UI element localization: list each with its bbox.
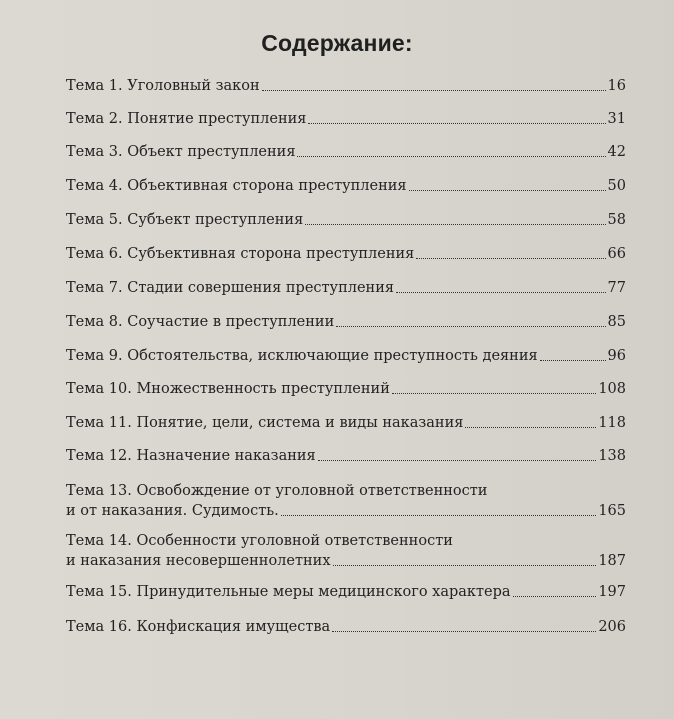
toc-entry <box>66 379 626 399</box>
toc-entry <box>66 176 626 196</box>
toc-entry-page: 187 <box>598 553 626 569</box>
toc-entry-page: 118 <box>598 415 626 431</box>
toc-entry-title-line2: и от наказания. Судимость. <box>66 503 279 519</box>
toc-entry <box>66 481 626 521</box>
toc-entry-title: Тема 16. Конфискация имущества <box>66 619 331 635</box>
toc-entry-page: 165 <box>598 503 626 519</box>
toc-entry <box>66 142 626 162</box>
toc-entry-page: 31 <box>607 111 626 127</box>
toc-entry-title-line1: Тема 14. Особенности уголовной ответственности <box>66 533 453 549</box>
toc-entry <box>66 312 626 332</box>
toc-entry <box>66 617 626 637</box>
toc-entry-page: 206 <box>598 619 626 635</box>
toc-heading: Содержание: <box>261 30 413 56</box>
toc-entry <box>66 413 626 433</box>
toc-leader-dots <box>308 123 605 124</box>
toc-entry-title-line1: Тема 13. Освобождение от уголовной ответственности <box>66 483 488 499</box>
toc-entry <box>66 531 626 571</box>
toc-entry-title: Тема 15. Принудительные меры медицинского характера <box>66 584 511 600</box>
toc-entry-title: Тема 1. Уголовный закон <box>66 78 260 94</box>
toc-entry <box>66 210 626 230</box>
toc-leader-dots <box>336 326 605 327</box>
toc-entry <box>66 76 626 96</box>
toc-entry-page: 77 <box>607 280 626 296</box>
toc-entry-page: 58 <box>607 212 626 228</box>
toc-entry-page: 108 <box>598 381 626 397</box>
toc-entry-page: 42 <box>607 144 626 160</box>
toc-leader-dots <box>281 515 597 516</box>
toc-entry <box>66 244 626 264</box>
toc-entry-page: 85 <box>607 314 626 330</box>
toc-entry-page: 138 <box>598 448 626 464</box>
toc-entry-page: 50 <box>607 178 626 194</box>
toc-entry-page: 16 <box>607 78 626 94</box>
toc-leader-dots <box>332 631 596 632</box>
toc-entry-page: 96 <box>607 348 626 364</box>
toc-leader-dots <box>305 224 605 225</box>
toc-entry-page: 66 <box>607 246 626 262</box>
toc-leader-dots <box>513 596 597 597</box>
toc-entry-title: Тема 8. Соучастие в преступлении <box>66 314 335 330</box>
toc-entry-title: Тема 10. Множественность преступлений <box>66 381 390 397</box>
toc-entry <box>66 446 626 466</box>
toc-leader-dots <box>416 258 605 259</box>
toc-entry-title: Тема 7. Стадии совершения преступления <box>66 280 395 296</box>
toc-entry-title: Тема 6. Субъективная сторона преступления <box>66 246 415 262</box>
toc-entry <box>66 582 626 602</box>
toc-leader-dots <box>465 427 596 428</box>
toc-entry <box>66 346 626 366</box>
toc-entry-title: Тема 11. Понятие, цели, система и виды наказания <box>66 415 464 431</box>
toc-leader-dots <box>392 393 596 394</box>
toc-entry-title: Тема 3. Объект преступления <box>66 144 296 160</box>
toc-entry-title: Тема 4. Объективная сторона преступления <box>66 178 407 194</box>
toc-entry-title: Тема 5. Субъект преступления <box>66 212 304 228</box>
toc-leader-dots <box>262 90 606 91</box>
toc-entry-title: Тема 2. Понятие преступления <box>66 111 307 127</box>
toc-leader-dots <box>297 156 605 157</box>
toc-entry-title: Тема 9. Обстоятельства, исключающие преступность деяния <box>66 348 538 364</box>
toc-entry <box>66 109 626 129</box>
toc-entry-title-line2: и наказания несовершеннолетних <box>66 553 331 569</box>
toc-leader-dots <box>318 460 597 461</box>
toc-entry-page: 197 <box>598 584 626 600</box>
toc-leader-dots <box>396 292 606 293</box>
toc-leader-dots <box>540 360 606 361</box>
toc-leader-dots <box>333 565 597 566</box>
toc-entry-title: Тема 12. Назначение наказания <box>66 448 316 464</box>
toc-entry <box>66 278 626 298</box>
toc-leader-dots <box>409 190 606 191</box>
